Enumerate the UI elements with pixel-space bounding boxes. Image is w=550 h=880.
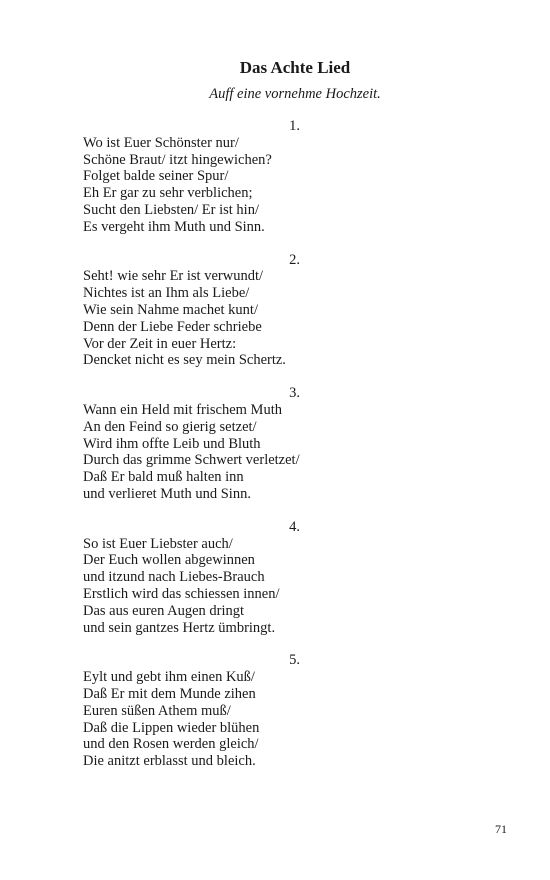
verse-line: Sucht den Liebsten/ Er ist hin/	[83, 201, 259, 218]
stanza-list	[83, 118, 301, 786]
verse-line: Eh Er gar zu sehr verblichen;	[83, 185, 253, 202]
verse-line: So ist Euer Liebster auch/	[83, 535, 233, 552]
verse-line: und verlieret Muth und Sinn.	[83, 485, 251, 502]
verse-line: Dencket nicht es sey mein Schertz.	[83, 352, 286, 369]
verse-line: Es vergeht ihm Muth und Sinn.	[83, 218, 265, 235]
stanza	[83, 519, 301, 637]
verse-line: Nichtes ist an Ihm als Liebe/	[83, 285, 250, 302]
stanza-number: 5.	[289, 652, 300, 669]
verse-line: Daß Er bald muß halten inn	[83, 469, 244, 486]
verse-line: Euren süßen Athem muß/	[83, 702, 231, 719]
stanza	[83, 385, 301, 503]
stanza-number: 2.	[289, 251, 300, 268]
poem-title: Das Achte Lied	[239, 58, 351, 77]
verse-line: An den Feind so gierig setzet/	[83, 418, 257, 435]
verse-line: Wann ein Held mit frischem Muth	[83, 401, 282, 418]
stanza	[83, 652, 301, 770]
stanza-number: 1.	[289, 118, 300, 134]
verse-line: Daß Er mit dem Munde zihen	[83, 685, 256, 702]
verse-line: Wird ihm offte Leib und Bluth	[83, 435, 261, 452]
verse-line: Folget balde seiner Spur/	[83, 168, 229, 185]
verse-line: Eylt und gebt ihm einen Kuß/	[83, 669, 255, 686]
verse-line: Die anitzt erblasst und bleich.	[83, 753, 256, 770]
stanza-number: 4.	[289, 518, 300, 535]
verse-line: Denn der Liebe Feder schriebe	[83, 318, 262, 335]
verse-line: Durch das grimme Schwert verletzet/	[83, 452, 300, 469]
stanza	[83, 118, 301, 236]
verse-line: Vor der Zeit in euer Hertz:	[83, 335, 237, 352]
verse-line: und sein gantzes Hertz ümbringt.	[83, 619, 276, 636]
page-number: 71	[495, 822, 507, 836]
verse-line: Wo ist Euer Schönster nur/	[83, 134, 239, 151]
poem-subtitle: Auff eine vornehme Hochzeit.	[209, 86, 381, 102]
verse-line: und den Rosen werden gleich/	[83, 736, 259, 753]
verse-line: Wie sein Nahme machet kunt/	[83, 301, 258, 318]
verse-line: Erstlich wird das schiessen innen/	[83, 585, 280, 602]
verse-line: Der Euch wollen abgewinnen	[83, 552, 255, 569]
verse-line: Seht! wie sehr Er ist verwundt/	[83, 268, 264, 285]
verse-line: Daß die Lippen wieder blühen	[83, 719, 260, 736]
verse-line: Schöne Braut/ itzt hingewichen?	[83, 151, 272, 168]
stanza	[83, 252, 301, 370]
verse-line: und itzund nach Liebes-Brauch	[83, 569, 265, 586]
verse-line: Das aus euren Augen dringt	[83, 602, 245, 619]
stanza-number: 3.	[289, 385, 300, 402]
